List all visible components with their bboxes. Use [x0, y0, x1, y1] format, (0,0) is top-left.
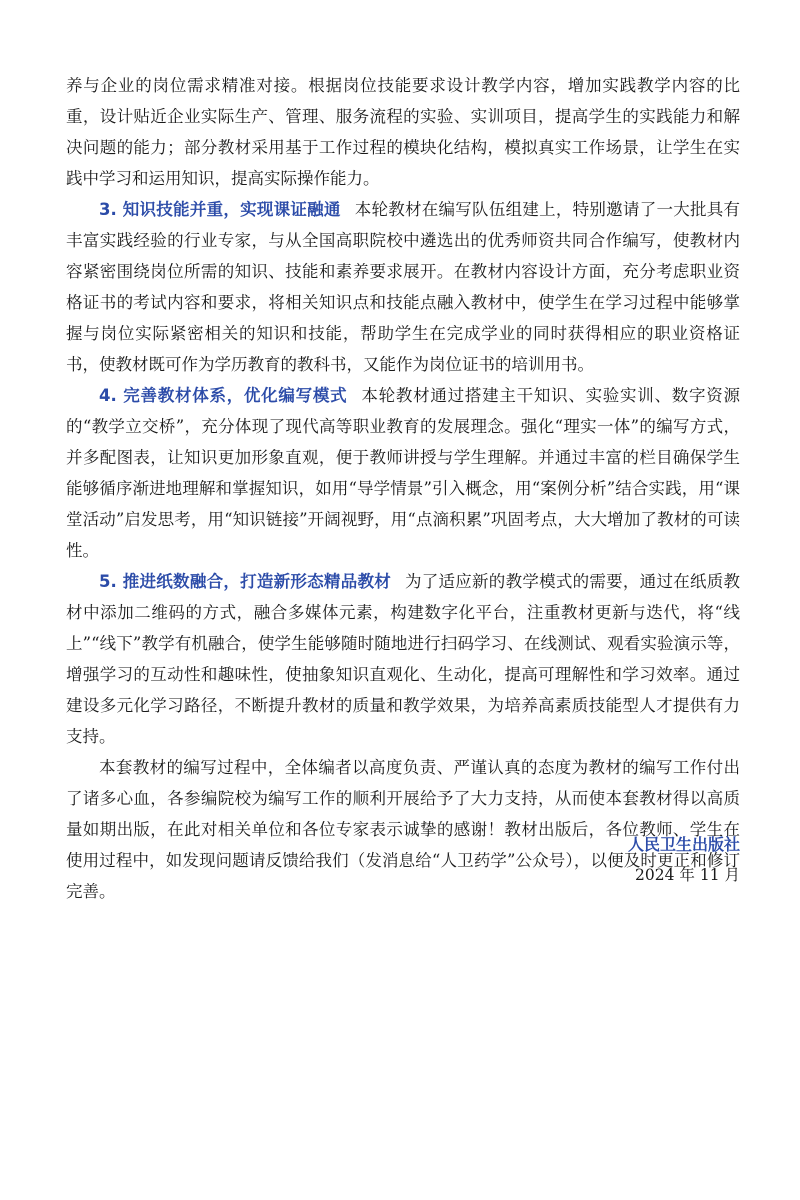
item-4-body: 本轮教材通过搭建主干知识、实验实训、数字资源的“教学立交桥”，充分体现了现代高等职业教育的发展理念。强化“理实一体”的编写方式，并多配图表，让知识更加形象直观，便于教师讲授与学生理解。并通过丰富的栏目确保学生能够循序渐进地理解和掌握知识，如用“导学情景”引入概念，用“案例分析”结合实践，用“课堂活动”启发思考，用“知识链接”开阔视野，用“点滴积累”巩固考点，大大增加了教材的可读性。 [66, 386, 741, 560]
item-3-heading: 3. 知识技能并重，实现课证融通 [99, 200, 341, 219]
item-5-heading: 5. 推进纸数融合，打造新形态精品教材 [99, 572, 391, 591]
item-3-body: 本轮教材在编写队伍组建上，特别邀请了一大批具有丰富实践经验的行业专家，与从全国高职院校中遴选出的优秀师资共同合作编写，使教材内容紧密围绕岗位所需的知识、技能和素养要求展开。在教材内容设计方面，充分考虑职业资格证书的考试内容和要求，将相关知识点和技能点融入教材中，使学生在学习过程中能够掌握与岗位实际紧密相关的知识和技能，帮助学生在完成学业的同时获得相应的职业资格证书，使教材既可作为学历教育的教科书，又能作为岗位证书的培训用书。 [66, 200, 741, 374]
publisher-name: 人民卫生出版社 [627, 835, 740, 854]
document-body [66, 70, 740, 907]
paragraph-acknowledgement: 本套教材的编写过程中，全体编者以高度负责、严谨认真的态度为教材的编写工作付出了诸多心血，各参编院校为编写工作的顺利开展给予了大力支持，从而使本套教材得以高质量如期出版，在此对相关单位和各位专家表示诚挚的感谢！教材出版后，各位教师、学生在使用过程中，如发现问题请反馈给我们（发消息给“人卫药学”公众号），以便及时更正和修订完善。 [66, 758, 740, 901]
paragraph-continued: 养与企业的岗位需求精准对接。根据岗位技能要求设计教学内容，增加实践教学内容的比重，设计贴近企业实际生产、管理、服务流程的实验、实训项目，提高学生的实践能力和解决问题的能力；部分教材采用基于工作过程的模块化结构，模拟真实工作场景，让学生在实践中学习和运用知识，提高实际操作能力。 [66, 76, 740, 188]
paragraph-item-3 [66, 194, 740, 380]
publication-date: 2024 年 11 月 [635, 866, 740, 884]
paragraph-item-5 [66, 566, 740, 752]
paragraph-item-4 [66, 380, 740, 566]
item-5-body: 为了适应新的教学模式的需要，通过在纸质教材中添加二维码的方式，融合多媒体元素，构建数字化平台，注重教材更新与迭代，将“线上”“线下”教学有机融合，使学生能够随时随地进行扫码学习、在线测试、观看实验演示等，增强学习的互动性和趣味性，使抽象知识直观化、生动化，提高可理解性和学习效率。通过建设多元化学习路径，不断提升教材的质量和教学效果，为培养高素质技能型人才提供有力支持。 [66, 572, 740, 746]
signature-block [628, 830, 740, 890]
item-4-heading: 4. 完善教材体系，优化编写模式 [99, 386, 348, 405]
